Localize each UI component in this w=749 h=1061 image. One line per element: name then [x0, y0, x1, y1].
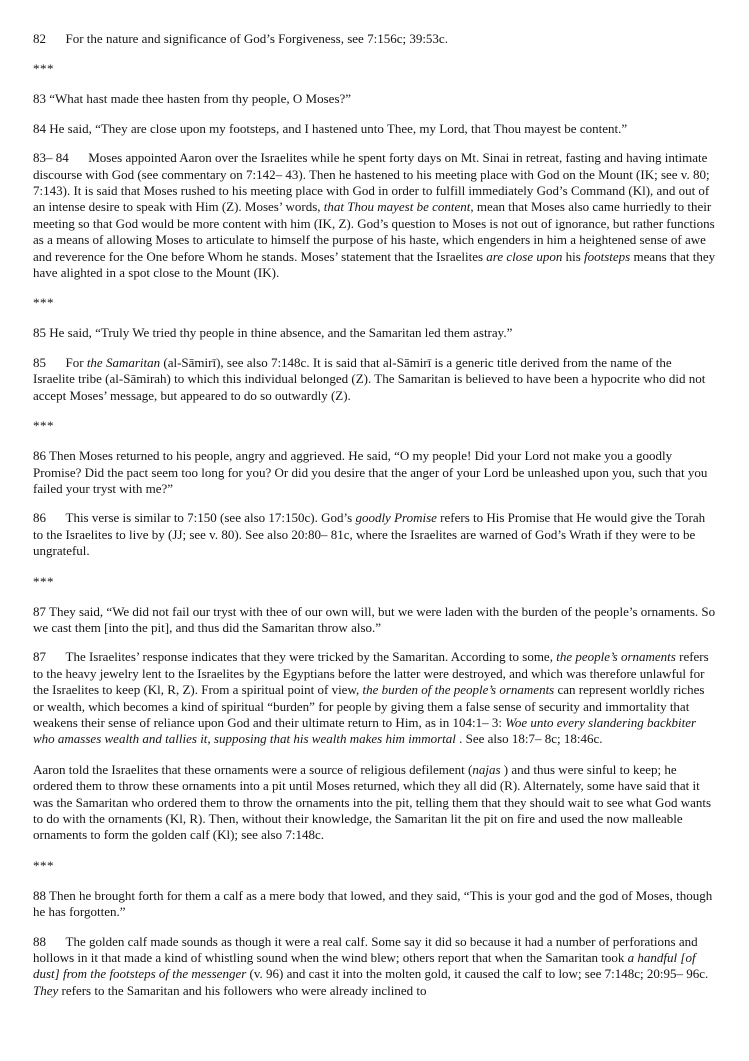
- paragraph-number: 87: [33, 649, 46, 665]
- number-spacer: [46, 510, 66, 525]
- body-text: This verse is similar to 7:150 (see also 17:150c). God’s: [65, 510, 356, 526]
- verse-paragraph: [33, 91, 716, 107]
- quoted-phrase: footsteps: [584, 248, 631, 264]
- body-text: Moses appointed Aaron over the Israelites while he spent forty days on Mt. Sinai in retreat, fasting and having intimate discourse with God (see commentary on 7:142– 43). Then he hastened to his meeting place with God on the Mount (IK; see v. 80; 7:143). It is said that Moses rushed to his meeting place with God in order to fulfill immediately God’s Command (Kl), and out of an intense desire to speak with Him (Z). Moses’ words,: [33, 150, 710, 215]
- quoted-phrase: are close upon: [486, 248, 563, 264]
- quoted-phrase: the Samaritan: [86, 354, 161, 370]
- number-spacer: [46, 31, 66, 46]
- quoted-phrase: that Thou mayest be content,: [323, 199, 474, 215]
- body-text: . See also 18:7– 8c; 18:46c.: [455, 731, 603, 747]
- body-text: The golden calf made sounds as though it were a real calf. Some say it did so because it had a number of perforations and hollows in it that made a kind of whistling sound when the wind blew; others report that when the Samaritan took: [33, 933, 698, 966]
- paragraph-number: 85: [33, 354, 46, 370]
- section-separator: ***: [33, 857, 54, 873]
- commentary-paragraph: [33, 31, 716, 47]
- paragraph-number: 86: [33, 448, 46, 464]
- commentary-paragraph: [33, 355, 716, 404]
- commentary-paragraph: [33, 649, 716, 747]
- paragraph-number: 84: [33, 120, 46, 136]
- section-separator: ***: [33, 61, 54, 77]
- text-column: [33, 31, 716, 1013]
- paragraph-number: 86: [33, 510, 46, 526]
- quoted-phrase: najas: [472, 761, 501, 777]
- section-separator: ***: [33, 573, 54, 589]
- body-text: Then he brought forth for them a calf as a mere body that lowed, and they said, “This is your god and the god of Moses, though he has forgotten.”: [33, 887, 713, 920]
- number-spacer: [69, 150, 89, 165]
- paragraph-number: 88: [33, 933, 46, 949]
- body-text: Then Moses returned to his people, angry and aggrieved. He said, “O my people! Did your Lord not make you a goodly Promise? Did the pact seem too long for you? Or did you desire that the anger of your Lord be unleashed upon you, such that you failed your tryst with me?”: [33, 448, 708, 496]
- number-spacer: [46, 649, 66, 664]
- body-text: They said, “We did not fail our tryst with thee of our own will, but we were laden with the burden of the people’s ornaments. So we cast them [into the pit], and thus did the Samaritan throw also.”: [33, 603, 716, 635]
- body-text: For: [65, 354, 87, 370]
- body-text: “What hast made thee hasten from thy people, O Moses?”: [49, 91, 352, 107]
- quoted-phrase: They: [33, 982, 59, 998]
- quoted-phrase: goodly Promise: [355, 510, 437, 526]
- paragraph-number: 87: [33, 603, 46, 619]
- body-text: (v. 96) and cast it into the molten gold, it caused the calf to low; see 7:148c; 20:95– 96c.: [246, 966, 709, 982]
- verse-paragraph: [33, 121, 716, 137]
- body-text: (al-Sāmirī), see also 7:148c. It is said that al-Sāmirī is a generic title derived from the name of the Israelite tribe (al-Sāmirah) to which this individual belonged (Z). The Samaritan is believed to have been a hypocrite who did not accept Moses’ message, but appeared to do so outwardly (Z).: [33, 354, 706, 403]
- body-text: The Israelites’ response indicates that they were tricked by the Samaritan. According to some,: [65, 649, 557, 665]
- verse-paragraph: [33, 604, 716, 637]
- body-text: He said, “Truly We tried thy people in thine absence, and the Samaritan led them astray.”: [49, 325, 513, 341]
- paragraph-number: 83: [33, 91, 46, 107]
- commentary-paragraph: [33, 150, 716, 281]
- body-text: refers to the Samaritan and his followers who were already inclined to: [58, 982, 427, 998]
- verse-paragraph: [33, 888, 716, 921]
- paragraph-number: 85: [33, 325, 46, 341]
- number-spacer: [46, 934, 66, 949]
- quoted-phrase: a handful [of dust] from the footsteps of the messenger: [33, 950, 696, 982]
- quoted-phrase: Woe unto every slandering backbiter who amasses wealth and tallies it, supposing that his wealth makes him immortal: [33, 714, 697, 747]
- verse-paragraph: [33, 448, 716, 497]
- body-text: For the nature and significance of God’s Forgiveness, see 7:156c; 39:53c.: [65, 31, 448, 46]
- paragraph-number: 82: [33, 31, 46, 46]
- number-spacer: [46, 355, 66, 370]
- body-text: Aaron told the Israelites that these ornaments were a source of religious defilement (: [33, 761, 473, 777]
- commentary-paragraph: [33, 934, 716, 1000]
- body-text: refers to the heavy jewelry lent to the Israelites by the Egyptians before the latter were destroyed, and which was therefore unlawful for the Israelites to keep (Kl, R, Z). From a spiritual point of view,: [33, 649, 709, 698]
- section-separator: ***: [33, 418, 54, 434]
- quoted-phrase: the burden of the people’s ornaments: [362, 682, 555, 698]
- commentary-paragraph: [33, 510, 716, 559]
- body-text: refers to His Promise that He would give the Torah to the Israelites to live by (JJ; see v. 80). See also 20:80– 81c, where the Israelites are warned of God’s Wrath if they were to be ungrateful.: [33, 510, 706, 559]
- section-separator: ***: [33, 295, 54, 311]
- body-text: ) and thus were sinful to keep; he ordered them to throw these ornaments into a pit until Moses returned, which they all did (R). Alternately, some have said that it was the Samaritan who ordered them to throw the ornaments into the pit, telling them that they should wait to see what God wants to do with the ornaments (Kl, R). Then, without their knowledge, the Samaritan lit the pit on fire and used the now malleable ornaments to form the golden calf (Kl); see also 7:148c.: [33, 761, 712, 843]
- body-text: mean that Moses also came hurriedly to their meeting so that God would be more content with him (IK, Z). God’s question to Moses is not out of ignorance, but rather functions as a means of allowing Moses to articulate to himself the purpose of his haste, which engenders in him a heightened sense of awe and reverence for the One before Whom he stands. Moses’ statement that the Israelites: [33, 199, 715, 264]
- body-text: his: [562, 248, 585, 264]
- quoted-phrase: the people’s ornaments: [556, 649, 676, 665]
- body-text: He said, “They are close upon my footsteps, and I hastened unto Thee, my Lord, that Thou mayest be content.”: [49, 120, 628, 136]
- paragraph-number: 88: [33, 887, 46, 903]
- verse-paragraph: [33, 325, 716, 341]
- body-text: means that they have alighted in a spot close to the Mount (IK).: [33, 248, 716, 281]
- continuation-paragraph: [33, 762, 716, 844]
- paragraph-number: 83– 84: [33, 150, 69, 166]
- body-text: can represent worldly riches or wealth, which becomes a kind of spiritual “burden” for people by giving them a false sense of security and immortality that weakens their sense of reliance upon God and their ultimate return to Him, as in 104:1– 3:: [33, 682, 705, 730]
